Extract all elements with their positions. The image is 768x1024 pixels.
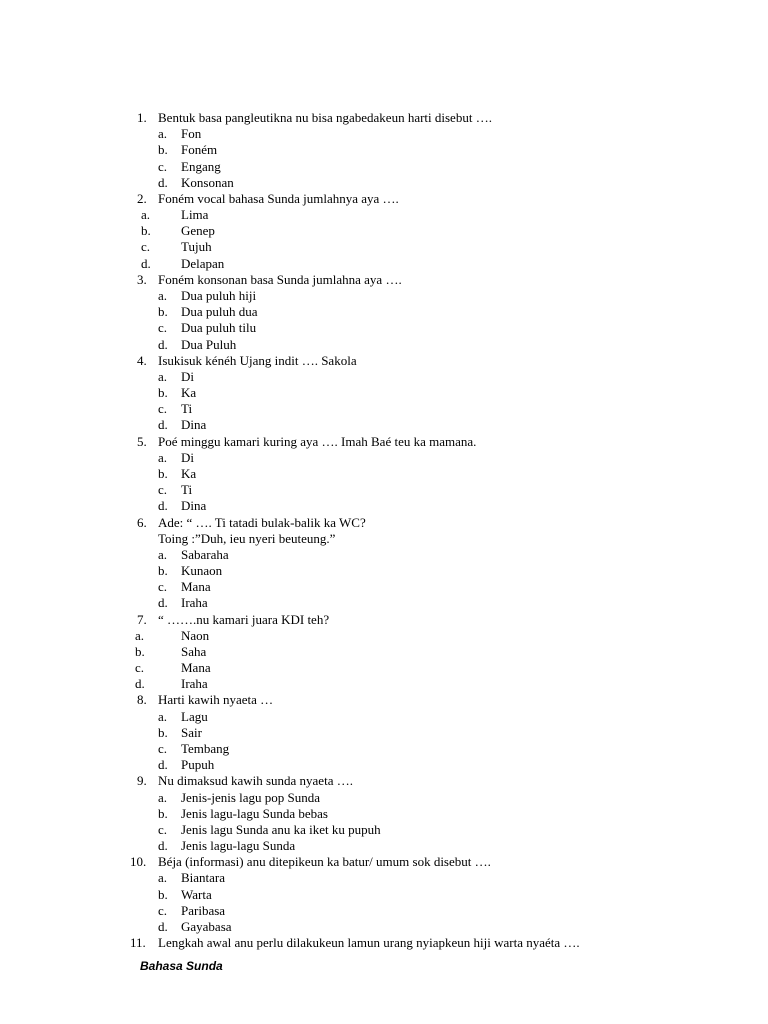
option-letter: d. xyxy=(158,757,168,773)
option-text: Jenis lagu-lagu Sunda bebas xyxy=(181,805,328,821)
option-text: Biantara xyxy=(181,870,226,886)
option-text: Ti xyxy=(181,401,193,417)
question-number: 10. xyxy=(130,854,147,870)
option-letter: d. xyxy=(141,255,151,271)
option-text: Lima xyxy=(181,207,209,223)
option-letter: b. xyxy=(158,304,168,320)
option-letter: c. xyxy=(158,902,168,918)
option-letter: d. xyxy=(158,595,168,611)
footer-label: Bahasa Sunda xyxy=(140,959,223,973)
option-letter: b. xyxy=(141,223,151,239)
option-text: Di xyxy=(181,368,194,384)
option-letter: b. xyxy=(135,643,145,659)
option-text: Di xyxy=(181,449,194,465)
option-letter: b. xyxy=(158,724,168,740)
option-letter: c. xyxy=(158,579,168,595)
option-letter: b. xyxy=(158,142,168,158)
option-letter: a. xyxy=(135,627,145,643)
question-text: Béja (informasi) anu ditepikeun ka batur/ umum sok disebut …. xyxy=(158,854,491,870)
question-text: Nu dimaksud kawih sunda nyaeta …. xyxy=(158,773,353,789)
option-letter: b. xyxy=(158,805,168,821)
question-text: Ade: “ …. Ti tatadi bulak-balik ka WC? xyxy=(158,514,366,530)
option-text: Paribasa xyxy=(181,902,226,918)
option-letter: c. xyxy=(135,660,145,676)
option-letter: a. xyxy=(158,126,168,142)
option-text: Dua puluh hiji xyxy=(181,287,257,303)
option-letter: a. xyxy=(158,368,168,384)
question-number: 11. xyxy=(130,935,146,951)
option-letter: b. xyxy=(158,465,168,481)
option-text: Ti xyxy=(181,482,193,498)
option-text: Mana xyxy=(181,579,211,595)
option-text: Dua puluh dua xyxy=(181,304,258,320)
option-text: Iraha xyxy=(181,595,208,611)
option-letter: d. xyxy=(158,336,168,352)
option-letter: d. xyxy=(158,417,168,433)
option-text: Jenis lagu Sunda anu ka iket ku pupuh xyxy=(181,821,381,837)
option-text: Dina xyxy=(181,498,207,514)
option-letter: d. xyxy=(135,676,145,692)
option-text: Iraha xyxy=(181,676,208,692)
option-text: Foném xyxy=(181,142,218,158)
option-letter: a. xyxy=(158,287,168,303)
option-text: Ka xyxy=(181,465,197,481)
question-number: 7. xyxy=(137,611,147,627)
option-letter: c. xyxy=(158,158,168,174)
option-letter: a. xyxy=(158,870,168,886)
question-number: 4. xyxy=(137,352,147,368)
option-letter: a. xyxy=(158,449,168,465)
option-text: Delapan xyxy=(181,255,225,271)
option-text: Jenis-jenis lagu pop Sunda xyxy=(181,789,321,805)
option-letter: c. xyxy=(158,401,168,417)
option-text: Engang xyxy=(181,158,221,174)
option-text: Tujuh xyxy=(181,239,212,255)
option-text: Jenis lagu-lagu Sunda xyxy=(181,838,296,854)
question-text: Isukisuk kénéh Ujang indit …. Sakola xyxy=(158,352,357,368)
question-text: “ …….nu kamari juara KDI teh? xyxy=(158,611,330,627)
option-text: Mana xyxy=(181,660,211,676)
option-text: Tembang xyxy=(181,741,230,757)
option-text: Sabaraha xyxy=(181,546,229,562)
question-text: Foném konsonan basa Sunda jumlahna aya …. xyxy=(158,271,402,287)
option-text: Dua puluh tilu xyxy=(181,320,257,336)
option-letter: a. xyxy=(158,708,168,724)
option-text: Konsonan xyxy=(181,174,234,190)
option-letter: b. xyxy=(158,563,168,579)
question-number: 3. xyxy=(137,271,147,287)
option-text: Naon xyxy=(181,627,210,643)
option-text: Genep xyxy=(181,223,215,239)
option-letter: a. xyxy=(158,546,168,562)
question-number: 9. xyxy=(137,773,147,789)
option-letter: b. xyxy=(158,385,168,401)
option-text: Sair xyxy=(181,724,202,740)
option-letter: d. xyxy=(158,498,168,514)
question-text-continued: Toing :”Duh, ieu nyeri beuteung.” xyxy=(158,530,336,546)
option-text: Dua Puluh xyxy=(181,336,237,352)
option-text: Pupuh xyxy=(181,757,215,773)
question-text: Bentuk basa pangleutikna nu bisa ngabedakeun harti disebut …. xyxy=(158,110,492,125)
question-number: 2. xyxy=(137,190,147,206)
question-number: 6. xyxy=(137,514,147,530)
option-letter: a. xyxy=(158,789,168,805)
option-letter: c. xyxy=(158,320,168,336)
question-number: 5. xyxy=(137,433,147,449)
question-text: Foném vocal bahasa Sunda jumlahnya aya …. xyxy=(158,190,399,206)
question-number: 1. xyxy=(137,110,147,125)
option-letter: c. xyxy=(158,482,168,498)
option-letter: d. xyxy=(158,919,168,934)
option-letter: c. xyxy=(141,239,151,255)
question-number: 8. xyxy=(137,692,147,708)
option-letter: c. xyxy=(158,741,168,757)
option-text: Lagu xyxy=(181,708,208,724)
question-text: Lengkah awal anu perlu dilakukeun lamun urang nyiapkeun hiji warta nyaéta …. xyxy=(158,935,580,951)
option-letter: d. xyxy=(158,838,168,854)
option-letter: c. xyxy=(158,821,168,837)
option-text: Fon xyxy=(181,126,202,142)
option-letter: d. xyxy=(158,174,168,190)
question-text: Harti kawih nyaeta … xyxy=(158,692,274,708)
option-letter: a. xyxy=(141,207,151,223)
option-text: Dina xyxy=(181,417,207,433)
option-letter: b. xyxy=(158,886,168,902)
option-text: Ka xyxy=(181,385,197,401)
option-text: Warta xyxy=(181,886,212,902)
option-text: Gayabasa xyxy=(181,919,232,934)
question-text: Poé minggu kamari kuring aya …. Imah Baé teu ka mamana. xyxy=(158,433,477,449)
option-text: Saha xyxy=(181,643,207,659)
option-text: Kunaon xyxy=(181,563,223,579)
